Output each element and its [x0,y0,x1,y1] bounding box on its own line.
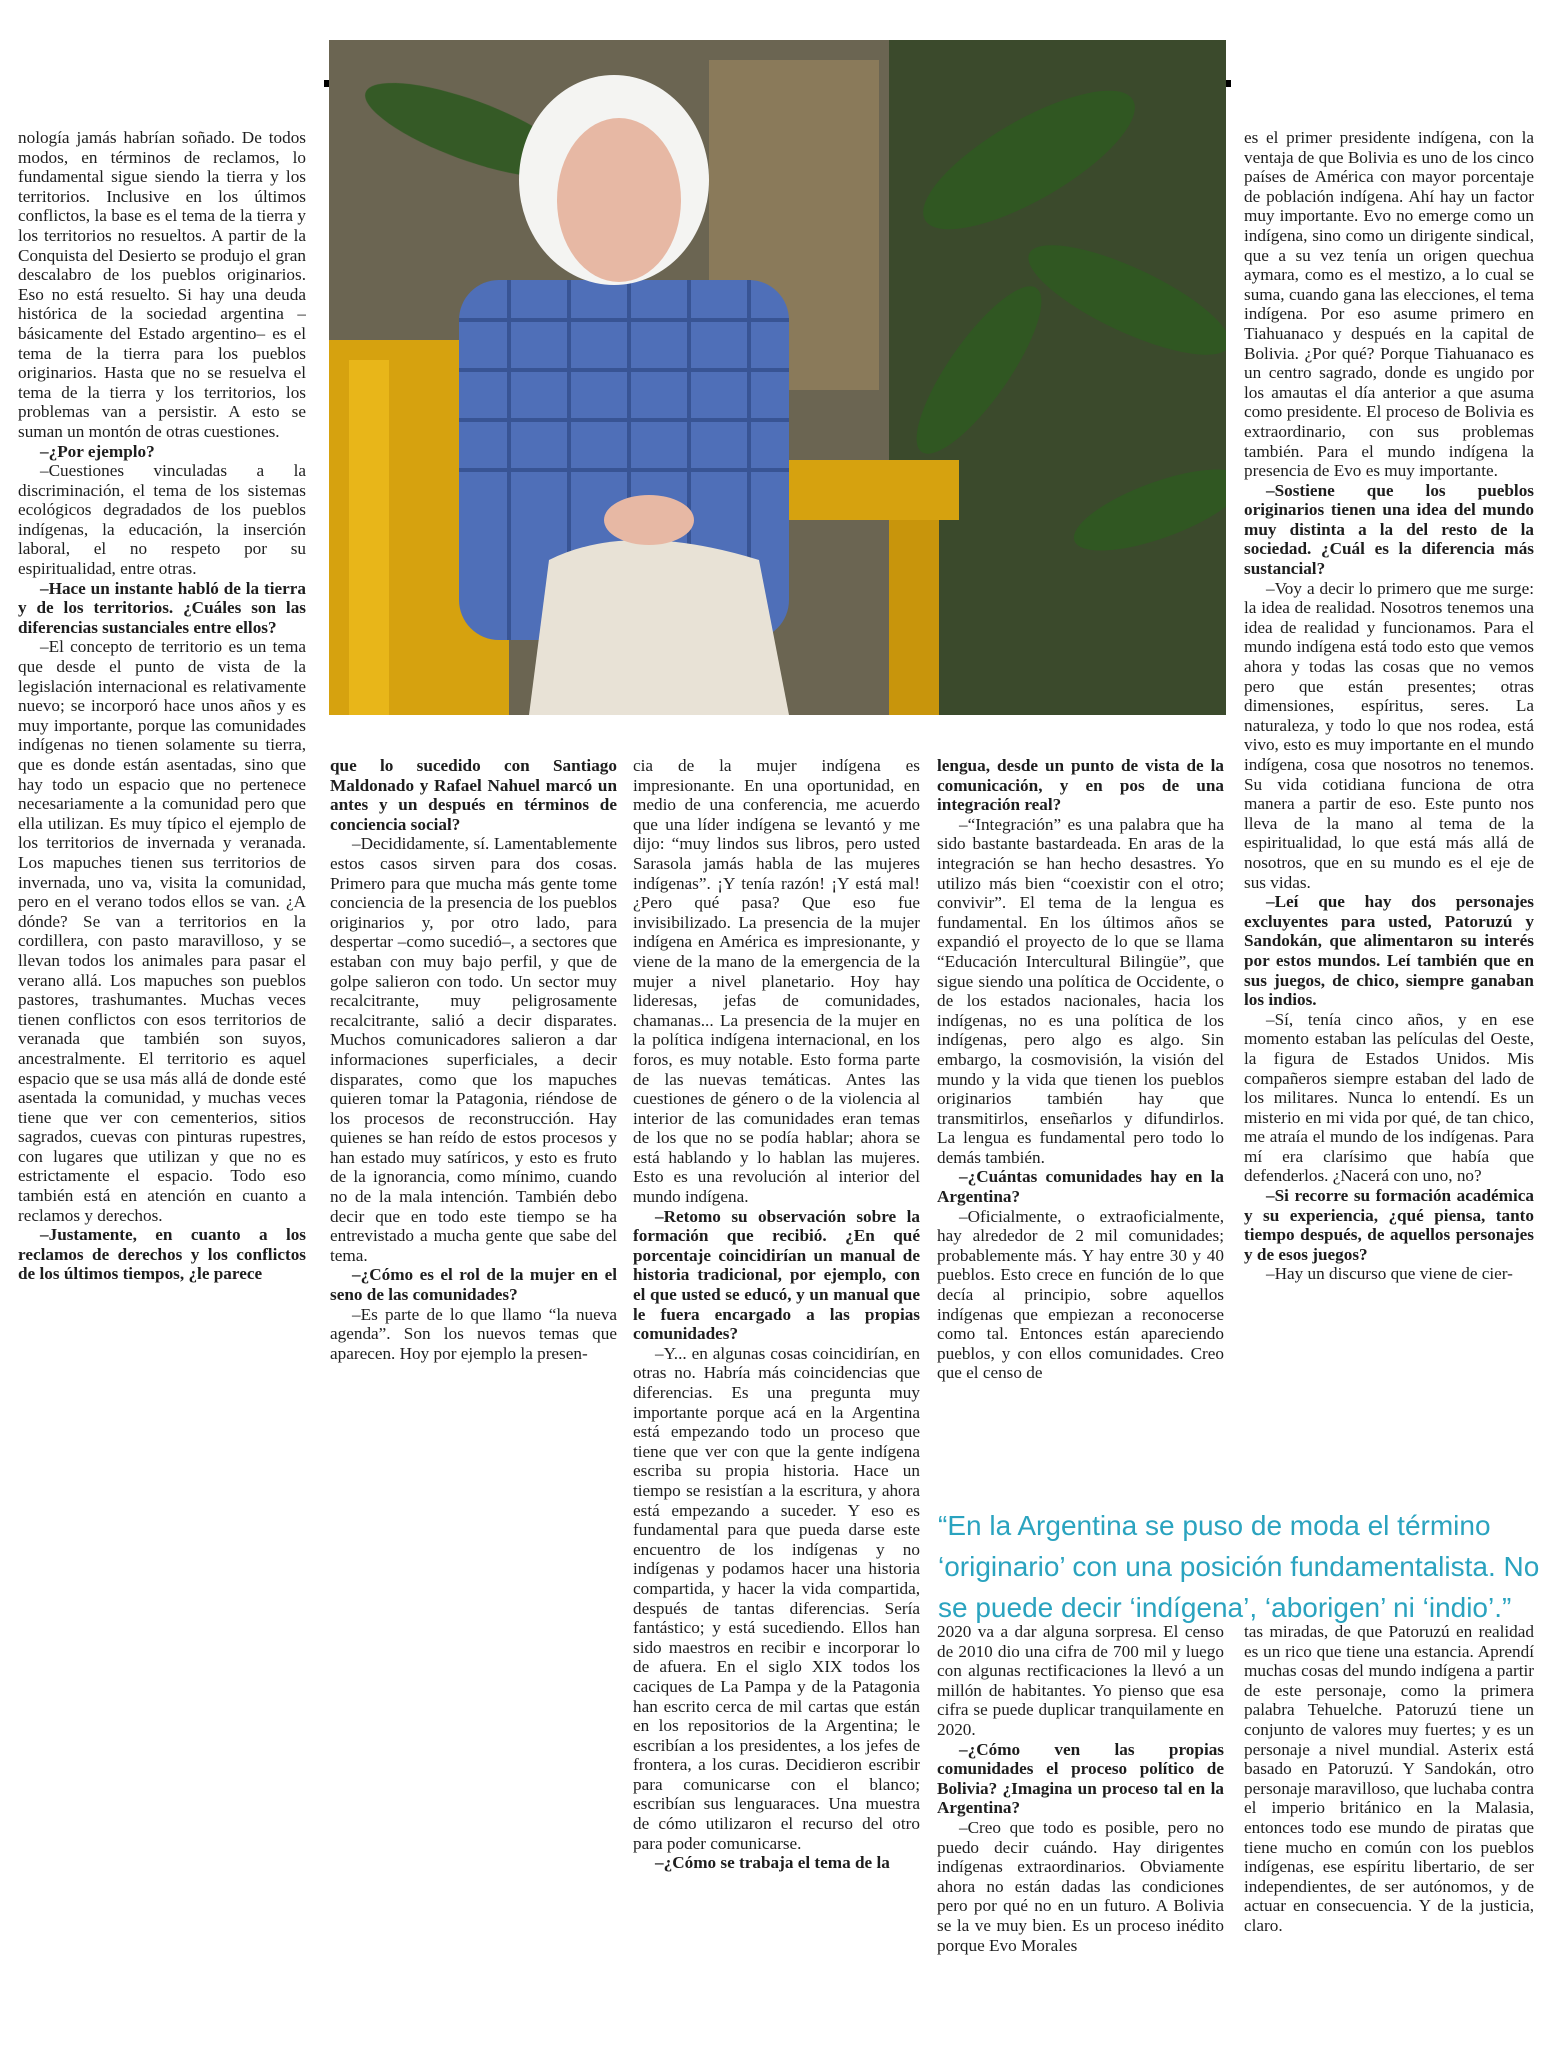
question-paragraph: –Retomo su observación sobre la formación que recibió. ¿En qué porcentaje coincidirían un manual de historia tradicional, por ejemplo, con el que usted se educó, y un manual que le fuera encargado a las propias comunidades? [633,1206,920,1344]
column-1 [18,128,306,1440]
answer-paragraph: –Voy a decir lo primero que me surge: la idea de realidad. Nosotros tenemos una idea de realidad y funcionamos. Para el mundo indígena está todo esto que vemos ahora y todas las cosas que no vemos pero que están presentes; otras dimensiones, espíritus, seres. La naturaleza, y todo lo que nos rodea, está vivo, esto es muy importante en el mundo indígena, cosa que nosotros no tenemos. Su vida cotidiana funciona de otra manera a partir de eso. Este punto nos lleva de la mano al tema de la espiritualidad, lo que está más allá de nosotros, que en su mundo es el eje de sus vidas. [1244,578,1534,892]
question-paragraph: –¿Cómo ven las propias comunidades el proceso político de Bolivia? ¿Imagina un proceso tal en la Argentina? [937,1739,1224,1818]
answer-paragraph: tas miradas, de que Patoruzú en realidad es un rico que tiene una estancia. Aprendí muchas cosas del mundo indígena a partir de este personaje, como la primera palabra Tehuelche. Patoruzú tiene un conjunto de valores muy fuertes; y es un personaje a nivel mundial. Asterix está basado en Patoruzú. Y Sandokán, otro personaje maravilloso, que luchaba contra el imperio británico en la Malasia, entonces todo ese mundo de piratas que tiene mucho en común con los pueblos indígenas, ese espíritu libertario, de ser independientes, de ser autónomos, y de actuar en consecuencia. Y de la justicia, claro. [1244,1622,1534,1935]
question-paragraph: –¿Cuántas comunidades hay en la Argentina? [937,1167,1224,1207]
portrait-photo-illustration [329,40,1226,715]
answer-paragraph: –Es parte de lo que llamo “la nueva agenda”. Son los nuevos temas que aparecen. Hoy por ejemplo la presen- [330,1304,617,1363]
answer-paragraph: es el primer presidente indígena, con la ventaja de que Bolivia es uno de los cinco países de América con mayor porcentaje de población indígena. Ahí hay un factor muy importante. Evo no emerge como un indígena, sino como un dirigente sindical, que a su vez tenía un origen quechua aymara, como es el mestizo, a lo cual se suma, cuando gana las elecciones, el tema indígena. Por eso asume primero en Tiahuanaco y después en la capital de Bolivia. ¿Por qué? Porque Tiahuanaco es un centro sagrado, donde es ungido por los amautas el día anterior a que asuma como presidente. El proceso de Bolivia es extraordinario, con sus problemas también. Para el mundo indígena la presencia de Evo es muy importante. [1244,128,1534,481]
column-2 [330,756,617,1440]
answer-paragraph: –Creo que todo es posible, pero no puedo decir cuándo. Hay dirigentes indígenas extraordinarios. Obviamente ahora no están dadas las condiciones pero por qué no en un futuro. A Bolivia se la ve muy bien. Es un proceso inédito porque Evo Morales [937,1817,1224,1955]
question-paragraph: –¿Cómo es el rol de la mujer en el seno de las comunidades? [330,1265,617,1305]
question-paragraph: lengua, desde un punto de vista de la comunicación, y en pos de una integración real? [937,756,1224,815]
column-3 [633,756,920,2052]
column-6 [937,1622,1224,2024]
pull-quote: “En la Argentina se puso de moda el término ‘originario’ con una posición fundamentalista. No se puede decir ‘indígena’, ‘aborigen’ ni ‘indio’.” [938,1510,1540,1623]
answer-paragraph: –El concepto de territorio es un tema que desde el punto de vista de la legislación internacional es relativamente nuevo; se incorporó hace unos años y es muy importante, porque las comunidades indígenas no tienen solamente su tierra, que es donde están asentadas, sino que hay todo un espacio que no pertenece necesariamente a la comunidad pero que ella utilizan. Es muy típico el ejemplo de los territorios de invernada y veranada. Los mapuches tienen sus territorios de invernada, uno va, visita la comunidad, pero en el verano todos ellos se van. ¿A dónde? Se van a territorios en la cordillera, con pasto maravilloso, y se llevan todos los animales para pasar el verano allá. Los mapuches son pueblos pastores, trashumantes. Muchas veces tienen conflictos con esos territorios de veranada que también son suyos, ancestralmente. El territorio es aquel espacio que se usa más allá de donde esté asentada la comunidad, y muchas veces tiene que ver con cementerios, sitios sagrados, cuevas con pinturas rupestres, con lugares que utilizan y que no es estrictamente el espacio. Todo eso también está en atención en cuanto a reclamos y derechos. [18,637,306,1225]
answer-paragraph: –Hay un discurso que viene de cier- [1266,1264,1513,1284]
answer-paragraph: –“Integración” es una palabra que ha sido bastante bastardeada. En aras de la integración se han hecho desastres. Yo utilizo más bien “coexistir con el otro; convivir”. El tema de la lengua es fundamental. En los últimos años se expandió el proyecto de lo que se llama “Educación Intercultural Bilingüe”, que sigue siendo una política de Occidente, o de los estados nacionales, hacia los indígenas, no es una política de los indígenas, pero algo es algo. Sin embargo, la cosmovisión, la visión del mundo y la vida que tienen los pueblos originarios también hay que transmitirlos, enseñarlos y difundirlos. La lengua es fundamental pero todo lo demás también. [937,814,1224,1167]
question-paragraph: –Si recorre su formación académica y su experiencia, ¿qué piensa, tanto tiempo después, de aquellos personajes y de esos juegos? [1244,1186,1534,1264]
answer-paragraph: nología jamás habrían soñado. De todos modos, en términos de reclamos, lo fundamental sigue siendo la tierra y los territorios. Inclusive en los últimos conflictos, la base es el tema de la tierra y los territorios no resueltos. A partir de la Conquista del Desierto se produjo el gran descalabro de los pueblos originarios. Eso no está resuelto. Si hay una deuda histórica de la sociedad argentina –básicamente del Estado argentino– es el tema de la tierra para los pueblos originarios. Hasta que no se resuelva el tema de la tierra y los territorios, los problemas van a persistir. A esto se suman un montón de otras cuestiones. [18,128,306,441]
answer-paragraph: cia de la mujer indígena es impresionante. En una oportunidad, en medio de una conferencia, me acuerdo que una líder indígena se levantó y me dijo: “muy lindos sus libros, pero usted Sarasola jamás habla de las mujeres indígenas”. ¡Y tenía razón! ¡Y está mal! ¿Pero qué pasa? Que eso fue invisibilizado. La presencia de la mujer indígena en América es impresionante, y viene de la mano de la emergencia de la mujer a nivel planetario. Hoy hay lideresas, jefas de comunidades, chamanas... La presencia de la mujer en la política indígena internacional, en los foros, es muy notable. Esto forma parte de las nuevas temáticas. Antes las cuestiones de género o de la violencia al interior de las comunidades eran temas de los que no se podía hablar; ahora se está hablando y lo hablan las mujeres. Esto es una revolución al interior del mundo indígena. [633,756,920,1207]
answer-paragraph: –Cuestiones vinculadas a la discriminación, el tema de los sistemas ecológicos degradados de los pueblos indígenas, la educación, la inserción laboral, el no respeto por su espiritualidad, entre otras. [18,461,306,579]
answer-paragraph: –Y... en algunas cosas coincidirían, en otras no. Habría más coincidencias que diferencias. Es una pregunta muy importante porque acá en la Argentina está empezando todo un proceso que tiene que ver con que la gente indígena escriba su propia historia. Hace un tiempo se resistían a la escritura, y ahora está empezando a suceder. Y eso es fundamental para que pueda darse este encuentro de los indígenas y no indígenas y podamos hacer una historia compartida, y hacer la vida compartida, después de tantas diferencias. Sería fantástico; y está sucediendo. Ellos han sido maestros en recibir e incorporar lo de afuera. En el siglo XIX todos los caciques de La Pampa y de la Patagonia han escrito cerca de mil cartas que están en los repositorios de la Argentina; le escribían a los presidentes, a los jefes de frontera, a los curas. Decidieron escribir para comunicarse con el blanco; escribían sus lenguaraces. Una muestra de cómo utilizaron el recurso del otro para poder comunicarse. [633,1343,920,1853]
answer-paragraph: 2020 va a dar alguna sorpresa. El censo de 2010 dio una cifra de 700 mil y luego con algunas rectificaciones la llevó a un millón de habitantes. Yo pienso que esa cifra se puede duplicar tranquilamente en 2020. [937,1622,1224,1739]
column-4 [937,756,1224,1442]
answer-paragraph: –Decididamente, sí. Lamentablemente estos casos sirven para dos cosas. Primero para que mucha más gente tome conciencia de la presencia de los pueblos originarios y, por otro lado, para despertar –como sucedió–, a sectores que estaban con muy bajo perfil, y que de golpe salieron con todo. Un sector muy recalcitrante, muy peligrosamente recalcitrante, salió a decir disparates. Muchos comunicadores salieron a dar informaciones superficiales, a decir disparates, como que los mapuches quieren tomar la Patagonia, riéndose de los procesos de reconstrucción. Hay quienes se han reído de estos procesos y han estado muy satíricos, y esto es fruto de la ignorancia, como mínimo, cuando no de la mala intención. También debo decir que en todo este tiempo se ha entrevistado a mucha gente que sabe del tema. [330,834,617,1265]
answer-paragraph: –Oficialmente, o extraoficialmente, hay alrededor de 2 mil comunidades; probablemente más. Y hay entre 30 y 40 pueblos. Esto crece en función de lo que decía al principio, sobre aquellos indígenas que empiezan a reconocerse como tal. Entonces están apareciendo pueblos, y con ellos comunidades. Creo que el censo de [937,1206,1224,1383]
portrait-photo [329,40,1226,715]
question-paragraph: –¿Por ejemplo? [40,441,155,461]
answer-paragraph: –Sí, tenía cinco años, y en ese momento estaban las películas del Oeste, la figura de Estados Unidos. Mis compañeros siempre estaban del lado de los militares. Nunca lo entendí. Es un misterio en mi vida por qué, de tan chico, me atraía el mundo de los indígenas. Para mí era clarísimo que había que defenderlos. ¿Nacerá con uno, no? [1244,1009,1534,1186]
question-paragraph: –Sostiene que los pueblos originarios tienen una idea del mundo muy distinta a la del resto de la sociedad. ¿Cuál es la diferencia más sustancial? [1244,480,1534,579]
question-paragraph: –Justamente, en cuanto a los reclamos de derechos y los conflictos de los últimos tiempos, ¿le parece [18,1225,306,1284]
column-5 [1244,128,1534,1440]
question-paragraph: –Leí que hay dos personajes excluyentes para usted, Patoruzú y Sandokán, que alimentaron su interés por estos mundos. Leí también que en sus juegos, de chico, siempre ganaban los indios. [1244,892,1534,1010]
question-paragraph: –Hace un instante habló de la tierra y de los territorios. ¿Cuáles son las diferencias sustanciales entre ellos? [18,578,306,637]
question-paragraph: –¿Cómo se trabaja el tema de la [655,1853,890,1873]
question-paragraph: que lo sucedido con Santiago Maldonado y Rafael Nahuel marcó un antes y un después en términos de conciencia social? [330,756,617,834]
column-7 [1244,1622,1534,2024]
